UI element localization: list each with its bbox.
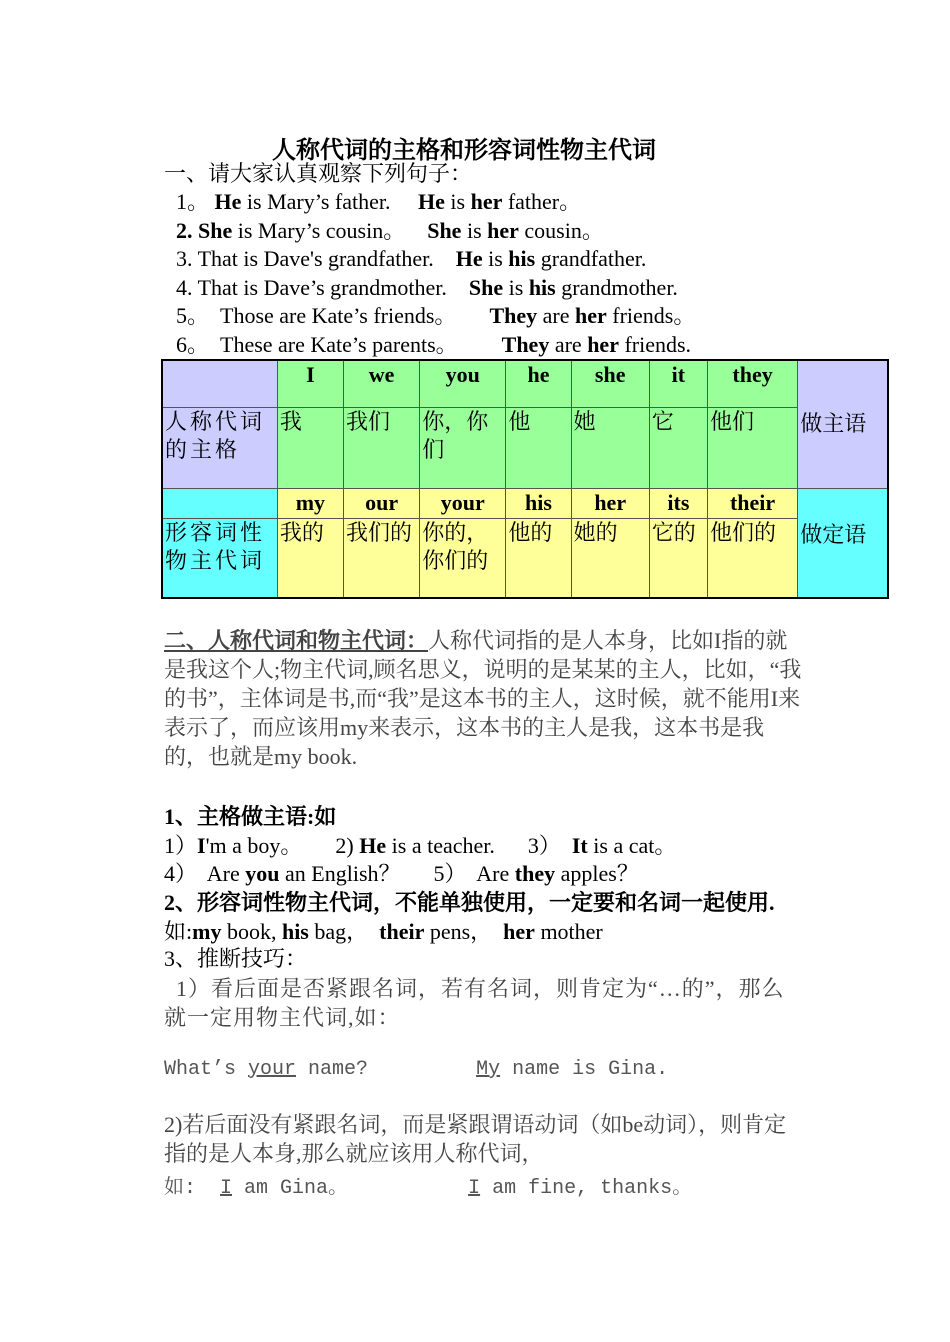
- sentence-fragment: are: [549, 332, 588, 357]
- subject-header-cell: I: [277, 360, 343, 407]
- page-title: 人称代词的主格和形容词性物主代词: [272, 138, 656, 164]
- possessive-cell: 他的: [506, 518, 571, 598]
- subject-header-cell: they: [707, 360, 797, 407]
- possessive-header-cell: its: [649, 488, 707, 518]
- possessive-header-cell: his: [506, 488, 571, 518]
- section2-text: 人称代词指的是人本身，比如I指的就是我这个人;物主代词,顾名思义，说明的是某某的主人，比如，“我的书”，主体词是书,而“我”是这本书的主人，这时候，就不能用I来表示了，而应该用my来表示，这本书的主人是我，这本书是我的，也就是my book.: [164, 628, 802, 769]
- tip1-text: 1）看后面是否紧跟名词，若有名词，则肯定为“…的”，那么就一定用物主代词,如：: [164, 976, 785, 1030]
- sentence-fragment: He: [214, 189, 242, 214]
- subject-cell: 我们: [343, 407, 419, 488]
- subject-header-cell: it: [649, 360, 707, 407]
- possessive-cell: 他们的: [707, 518, 797, 598]
- sentence-line: [176, 217, 604, 245]
- example-fragment: your: [248, 1058, 297, 1081]
- possessive-cell: 它的: [649, 518, 707, 598]
- sentence-fragment: is Mary’s cousin。: [232, 218, 428, 243]
- possessive-cell: 我的: [277, 518, 343, 598]
- example-fragment: his: [281, 919, 309, 944]
- sentence-fragment: She: [427, 218, 462, 243]
- possessive-header-cell: our: [343, 488, 419, 518]
- table-corner-cell: [162, 488, 277, 518]
- sentence-fragment: his: [528, 275, 556, 300]
- sentence-fragment: her: [487, 218, 519, 243]
- tip2-text: 2)若后面没有紧跟名词，而是紧跟谓语动词（如be动词），则肯定指的是人本身,那么就应该用人称代词，: [164, 1112, 787, 1166]
- sentence-fragment: Those are Kate’s friends。: [214, 303, 490, 328]
- possessive-use-cell: 做定语: [798, 488, 888, 598]
- rule1-example-1: [164, 832, 676, 860]
- example-fragment: I: [197, 833, 206, 858]
- possessive-header-cell: my: [277, 488, 343, 518]
- example-fragment: I: [220, 1177, 233, 1200]
- sentence-fragment: These are Kate’s parents。: [214, 332, 502, 357]
- sentence-fragment: is: [444, 189, 471, 214]
- rule2-example: [164, 919, 603, 944]
- subject-header-cell: you: [420, 360, 506, 407]
- sentence-number: 1。: [176, 189, 215, 214]
- example-fragment: My: [476, 1058, 501, 1081]
- subject-header-cell: we: [343, 360, 419, 407]
- example-fragment: 4） Are: [164, 861, 246, 886]
- sentence-line: [176, 302, 695, 330]
- pronoun-table: [161, 359, 889, 599]
- example-fragment: their: [379, 919, 425, 944]
- sentence-line: [176, 274, 678, 302]
- example-fragment: book,: [221, 919, 282, 944]
- subject-cell: 她: [571, 407, 649, 488]
- possessive-header-cell: their: [707, 488, 797, 518]
- subject-cell: 我: [277, 407, 343, 488]
- example-fragment: It: [571, 833, 588, 858]
- sentence-fragment: He: [455, 246, 483, 271]
- sentence-fragment: her: [470, 189, 503, 214]
- sentence-fragment: is: [503, 275, 529, 300]
- possessive-header-cell: your: [420, 488, 506, 518]
- sentence-fragment: They: [501, 332, 550, 357]
- possessive-cell: 我们的: [343, 518, 419, 598]
- rule2-heading: 2、形容词性物主代词，不能单独使用，一定要和名词一起使用.: [164, 890, 775, 915]
- sentence-fragment: 3. That is Dave's grandfather.: [176, 246, 456, 271]
- subject-header-cell: she: [571, 360, 649, 407]
- sentence-fragment: is Mary’s father.: [241, 189, 418, 214]
- subject-cell: 他们: [707, 407, 797, 488]
- sentence-fragment: father。: [502, 189, 582, 214]
- example-fragment: an English？ 5） Are: [279, 861, 515, 886]
- sentence-fragment: her: [587, 332, 619, 357]
- sentence-fragment: They: [489, 303, 538, 328]
- example-fragment: 1）: [164, 833, 198, 858]
- example-fragment: am Gina。: [232, 1177, 469, 1200]
- table-corner-cell: [162, 360, 277, 407]
- sentence-line: [176, 188, 581, 216]
- example-fragment: her: [503, 919, 535, 944]
- sentence-fragment: are: [537, 303, 575, 328]
- sentence-fragment: is: [482, 246, 509, 271]
- example-fragment: name is Gina.: [500, 1058, 669, 1081]
- example-fragment: they: [514, 861, 556, 886]
- sentence-fragment: friends。: [606, 303, 696, 328]
- rule1-example-2: [164, 860, 639, 888]
- possessive-label-cell: 形容词性物主代词: [162, 518, 277, 598]
- subject-cell: 它: [649, 407, 707, 488]
- sentence-number: 6。: [176, 332, 215, 357]
- example-fragment: bag，: [308, 919, 380, 944]
- example-fragment: 如:: [164, 1177, 221, 1200]
- sentence-fragment: 2. She: [176, 218, 233, 243]
- example-fragment: am fine, thanks。: [480, 1177, 693, 1200]
- rule3-heading: 3、推断技巧：: [164, 946, 308, 971]
- example-fragment: What’s: [164, 1058, 249, 1081]
- example-fragment: is a cat。: [587, 833, 677, 858]
- example-fragment: you: [245, 861, 280, 886]
- tip2-example: [164, 1170, 692, 1200]
- subject-label-cell: 人称代词的主格: [162, 407, 277, 488]
- possessive-cell: 她的: [571, 518, 649, 598]
- rule2-paragraph: [164, 888, 804, 946]
- sentence-fragment: his: [508, 246, 536, 271]
- section2-heading: 二、人称代词和物主代词：: [164, 628, 429, 653]
- subject-cell: 你，你们: [420, 407, 506, 488]
- example-fragment: I: [468, 1177, 481, 1200]
- example-fragment: mother: [534, 919, 603, 944]
- example-fragment: 如:: [164, 919, 193, 944]
- section1-heading: 一、请大家认真观察下列句子：: [164, 161, 473, 186]
- sentence-fragment: her: [574, 303, 607, 328]
- example-fragment: name?: [296, 1058, 477, 1081]
- tip1-example: [164, 1058, 668, 1081]
- example-fragment: pens，: [424, 919, 504, 944]
- sentence-fragment: is: [461, 218, 488, 243]
- example-fragment: apples？: [555, 861, 639, 886]
- sentence-fragment: grandmother.: [555, 275, 678, 300]
- sentence-line: [176, 245, 646, 273]
- example-fragment: 'm a boy。 2): [205, 833, 360, 858]
- example-fragment: He: [359, 833, 387, 858]
- subject-header-cell: he: [506, 360, 571, 407]
- sentence-fragment: cousin。: [518, 218, 604, 243]
- section2-paragraph: [164, 626, 804, 771]
- example-fragment: is a teacher. 3）: [386, 833, 572, 858]
- sentence-fragment: grandfather.: [535, 246, 647, 271]
- possessive-header-cell: her: [571, 488, 649, 518]
- subject-cell: 他: [506, 407, 571, 488]
- sentence-fragment: He: [418, 189, 445, 214]
- sentence-fragment: friends.: [618, 332, 692, 357]
- sentence-line: [176, 331, 691, 359]
- subject-use-cell: 做主语: [798, 360, 888, 488]
- sentence-fragment: She: [468, 275, 504, 300]
- rule1-heading: 1、主格做主语:如: [164, 804, 337, 829]
- possessive-cell: 你的，你们的: [420, 518, 506, 598]
- example-fragment: my: [192, 919, 222, 944]
- sentence-number: 5。: [176, 303, 215, 328]
- sentence-fragment: 4. That is Dave’s grandmother.: [176, 275, 469, 300]
